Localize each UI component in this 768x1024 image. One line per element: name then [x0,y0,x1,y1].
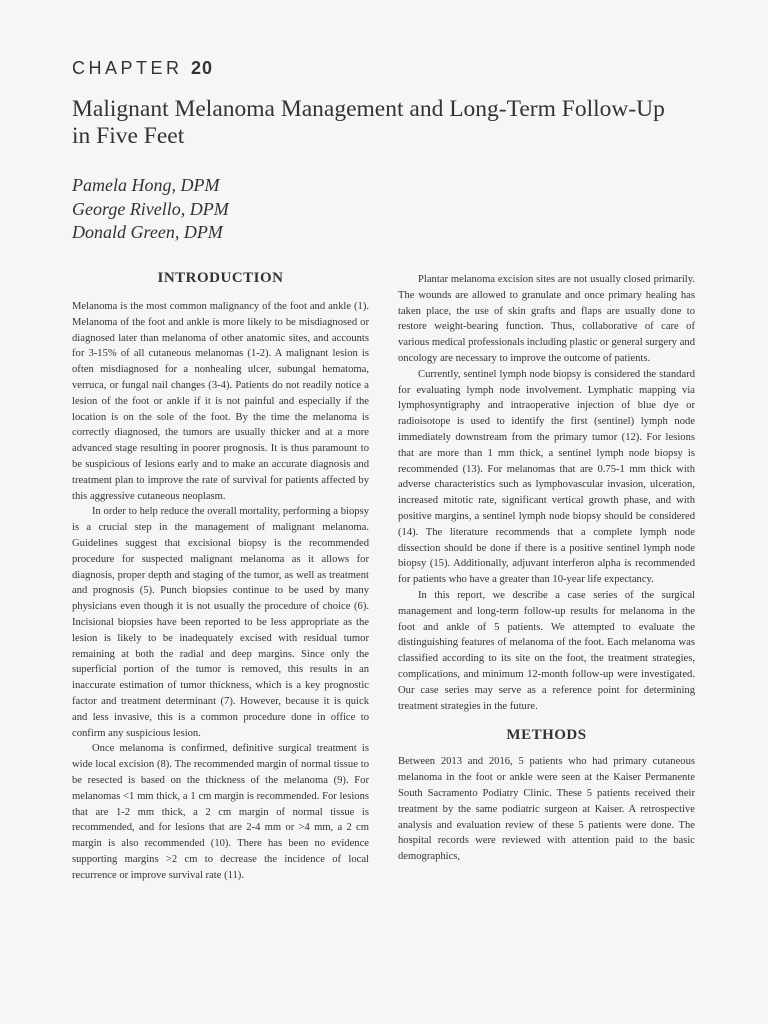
chapter-label: CHAPTER [72,58,183,78]
body-paragraph: In this report, we describe a case series of the surgical management and long-term follow-up results for melanoma in the foot and ankle of 5 patients. We attempted to evaluate the distinguishing features of melanoma of the foot. Each melanoma was classified according to its site on the foot, the treatment strategies, complications, and minimum 12-month follow-up were investigated. Our case series may serve as a reference point for determining treatment strategies in the future. [398,589,695,712]
article-title: Malignant Melanoma Management and Long-Term Follow-Up in Five Feet [72,96,665,149]
author: George Rivello, DPM [72,198,229,219]
body-paragraph: Between 2013 and 2016, 5 patients who had primary cutaneous melanoma in the foot or ankle were seen at the Kaiser Permanente South Sacramento Podiatry Clinic. These 5 patients received their treatment by the same podiatric surgeon at Kaiser. A retrospective analysis and evaluation review of these 5 patients were done. The hospital records were reviewed with attention paid to the basic demographics, [398,756,695,863]
body-paragraph: Melanoma is the most common malignancy of the foot and ankle (1). Melanoma of the foot and ankle is more likely to be misdiagnosed or diagnosed later than melanoma of other anatomic sites, and accounts for 3-15% of all cutaneous melanomas (1-2). A malignant lesion is often misdiagnosed for a nonhealing ulcer, subungal hematoma, verruca, or fungal nail changes (3-4). Patients do not readily notice a lesion of the foot or ankle if it is not painful and especially if the location is on the sole of the foot. By the time the melanoma is correctly diagnosed, the tumors are usually thicker and at a more advanced stage resulting in poorer prognosis. It is thus paramount to be suspicious of lesions early and to make an accurate diagnosis and treatment plan to improve the rate of survival for patients affected by this aggressive cutaneous neoplasm. [72,301,369,502]
body-paragraph: Once melanoma is confirmed, definitive surgical treatment is wide local excision (8). The recommended margin of normal tissue to be resected is based on the thickness of the melanoma (9). For melanomas <1 mm thick, a 1 cm margin is recommended. For lesions that are 1-2 mm thick, a 2 cm margin of normal tissue is recommended, and for lesions that are 2-4 mm or >4 mm, a 2 cm margin is also recommended (10). There has been no evidence supporting margins >2 cm to decrease the incidence of local recurrence or improve survival rate (11). [72,743,369,881]
body-paragraph: In order to help reduce the overall mortality, performing a biopsy is a crucial step in the management of malignant melanoma. Guidelines suggest that excisional biopsy is the recommended procedure for suspected malignant melanoma as it allows for diagnosis, proper depth and staging of the tumor, as well as treatment and prognosis (5). Punch biopsies continue to be used by many physicians even though it is not usually the procedure of choice (6). Incisional biopsies have been reported to be less appropriate as the lesion is likely to be inadequately excised with residual tumor remaining at both the radial and deep margins. Since only the superficial portion of the tumor is removed, this results in an inaccurate estimation of tumor thickness, which is a key prognostic factor and treatment determinant (7). However, because it is quick and less invasive, this is a common procedure done in office to confirm any suspicious lesion. [72,506,369,739]
right-column [398,272,695,865]
chapter-number: 20 [191,58,214,78]
body-paragraph: Plantar melanoma excision sites are not usually closed primarily. The wounds are allowed to granulate and once primary healing has taken place, the use of skin grafts and flaps are usually done to restore weight-bearing function. Thus, collaborative of care of various medical professionals including plastic or general surgery and oncology are necessary to improve the outcome of patients. [398,274,695,364]
author: Donald Green, DPM [72,222,223,242]
author-list [72,174,229,245]
author: Pamela Hong, DPM [72,175,220,195]
left-column [72,270,369,883]
introduction-heading: INTRODUCTION [157,270,284,286]
methods-heading: METHODS [506,727,587,744]
body-paragraph: Currently, sentinel lymph node biopsy is considered the standard for evaluating lymph node involvement. Lymphatic mapping via lymphosyntigraphy and intraoperative injection of blue dye or radioisotope is used to identify the first (sentinel) lymph node immediately downstream from the primary tumor (12). For lesions that are more than 1 mm thick, a sentinel lymph node biopsy is recommended (13). For melanomas that are 0.75-1 mm thick with adverse characteristics such as lymphovascular invasion, ulceration, increased mitotic rate, significant vertical growth phase, and with positive margins, a sentinel lymph node biopsy should be considered (14). The literature recommends that a complete lymph node dissection should be done if there is a positive sentinel lymph node biopsy (15). Additionally, adjuvant interferon alpha is recommended for patients who have a greater than 10-year life expectancy. [398,368,695,586]
chapter-heading [72,58,213,79]
